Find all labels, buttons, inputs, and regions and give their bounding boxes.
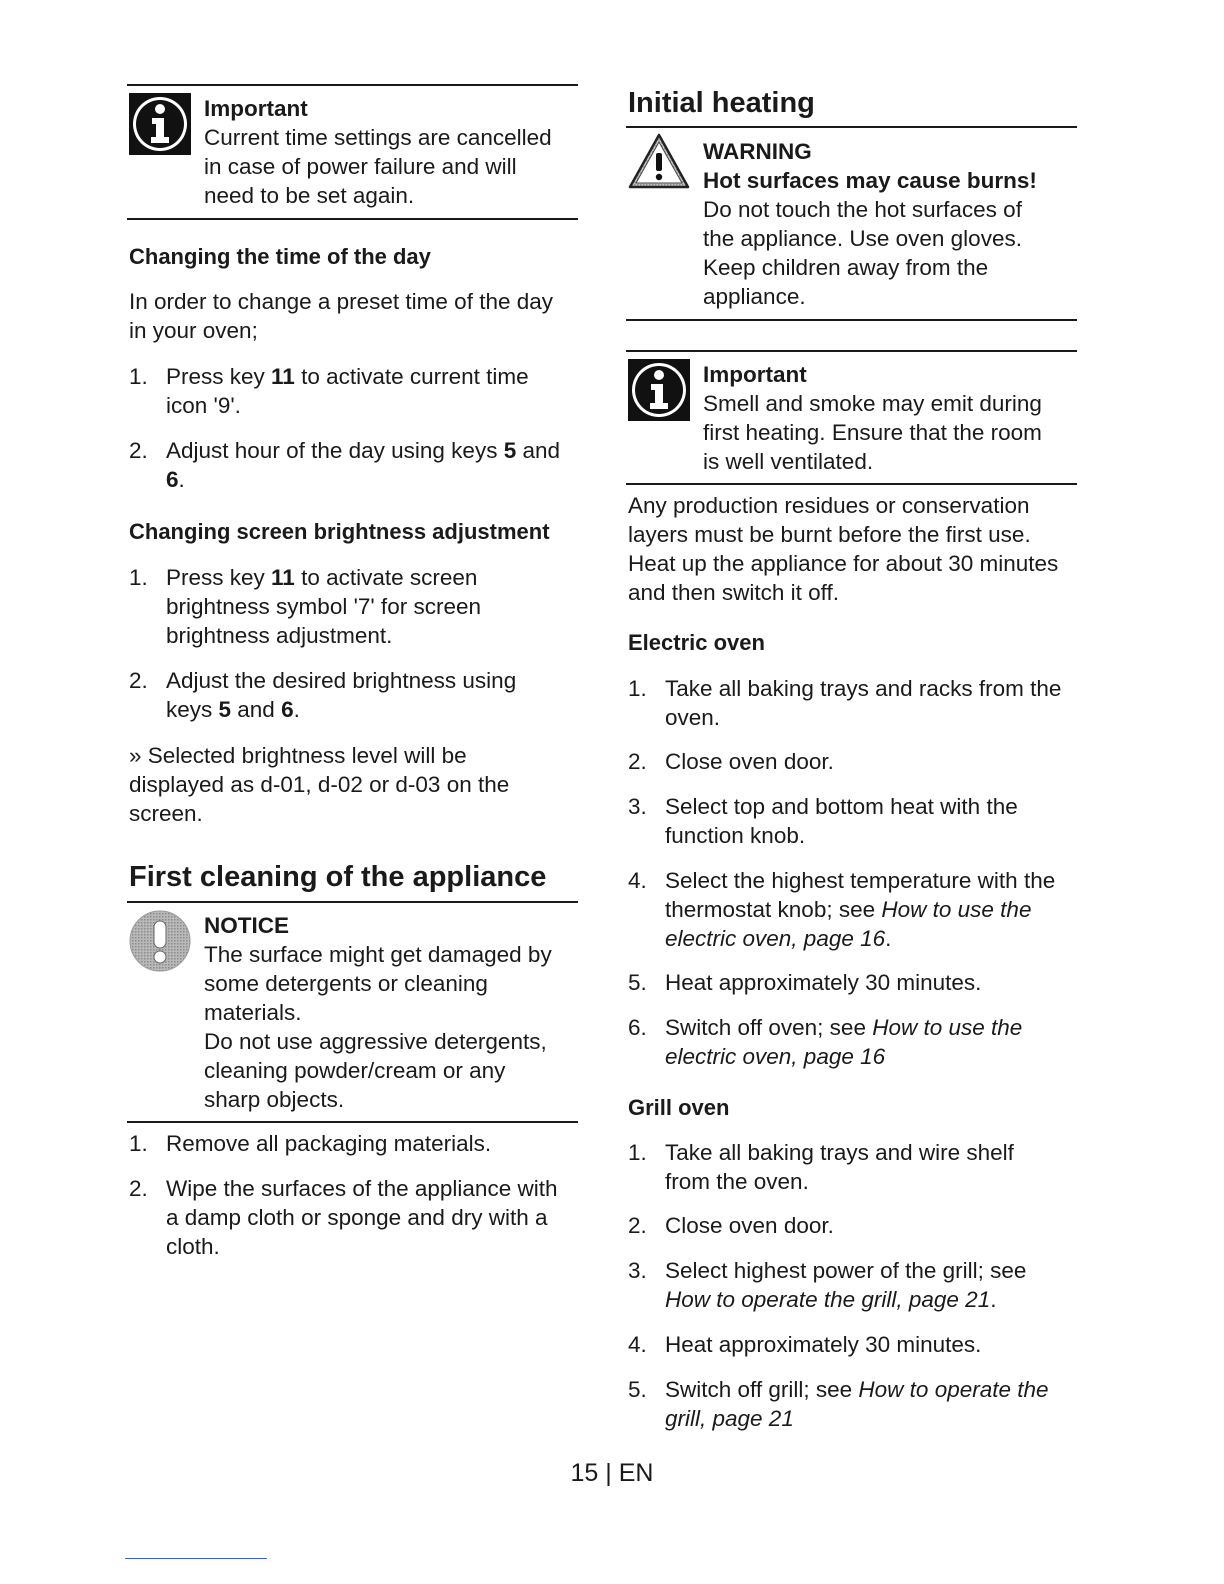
divider — [127, 901, 578, 903]
list-number: 2. — [129, 1176, 148, 1201]
info-icon — [628, 359, 690, 421]
language-code: EN — [618, 1459, 654, 1487]
warning-icon — [628, 133, 690, 189]
list-number: 2. — [129, 668, 148, 693]
list-number: 6. — [628, 1015, 647, 1040]
list-number: 3. — [628, 794, 647, 819]
text-line: Select top and bottom heat with the — [665, 794, 1018, 819]
notice-icon — [129, 910, 191, 972]
notice-text-line: Do not use aggressive detergents, — [204, 1029, 547, 1054]
important-callout — [703, 360, 1093, 476]
key-number: 5 — [218, 697, 232, 722]
text-run: to activate current time — [294, 364, 529, 389]
text-line: Take all baking trays and racks from the — [665, 676, 1062, 701]
text-line: Any production residues or conservation — [628, 493, 1030, 518]
text-run: Adjust hour of the day using keys — [166, 438, 504, 463]
cross-reference: How to operate the grill, page 21 — [665, 1287, 991, 1312]
text-line: from the oven. — [665, 1169, 809, 1194]
footer-separator: | — [605, 1459, 612, 1487]
text-line: Close oven door. — [665, 1213, 834, 1238]
footer-link-line — [125, 1558, 267, 1559]
text-line: function knob. — [665, 823, 806, 848]
text-line: Heat up the appliance for about 30 minutes — [628, 551, 1059, 576]
list-number: 4. — [628, 868, 647, 893]
text-line: icon '9'. — [166, 393, 241, 418]
divider — [127, 218, 578, 220]
divider — [626, 483, 1077, 485]
divider — [127, 1121, 578, 1123]
text-line: displayed as d-01, d-02 or d-03 on the — [129, 772, 510, 797]
notice-text-line: sharp objects. — [204, 1087, 345, 1112]
key-number: 6 — [281, 697, 294, 722]
section-heading: Changing screen brightness adjustment — [129, 519, 550, 544]
text-line: Heat approximately 30 minutes. — [665, 970, 982, 995]
important-text-line: Current time settings are cancelled — [204, 125, 552, 150]
text-line: brightness adjustment. — [166, 623, 393, 648]
page-number: 15 — [570, 1459, 599, 1487]
page-section-title: Initial heating — [628, 87, 815, 119]
key-number: 6 — [166, 467, 179, 492]
text-line: Select the highest temperature with the — [665, 868, 1056, 893]
list-number: 1. — [129, 364, 148, 389]
text-run: . — [178, 467, 185, 492]
warning-title: WARNING — [703, 139, 812, 164]
important-text-line: need to be set again. — [204, 183, 415, 208]
key-number: 11 — [271, 565, 295, 590]
text-line: Select highest power of the grill; see — [665, 1258, 1027, 1283]
text-line: in your oven; — [129, 318, 258, 343]
key-number: 5 — [503, 438, 517, 463]
cross-reference: grill, page 21 — [665, 1406, 794, 1431]
text-line: » Selected brightness level will be — [129, 743, 467, 768]
notice-text-line: cleaning powder/cream or any — [204, 1058, 506, 1083]
warning-callout — [703, 137, 1093, 311]
text-run: . — [990, 1287, 997, 1312]
text-run: keys — [166, 697, 219, 722]
divider — [626, 126, 1077, 128]
text-run: thermostat knob; see — [665, 897, 882, 922]
text-line: and then switch it off. — [628, 580, 839, 605]
page-footer — [0, 1458, 1224, 1488]
section-heading: Grill oven — [628, 1095, 730, 1120]
warning-text-line: the appliance. Use oven gloves. — [703, 226, 1022, 251]
warning-text-line: appliance. — [703, 284, 806, 309]
notice-text-line: The surface might get damaged by — [204, 942, 552, 967]
important-text-line: Smell and smoke may emit during — [703, 391, 1042, 416]
text-line: layers must be burnt before the first use. — [628, 522, 1031, 547]
list-number: 1. — [129, 565, 148, 590]
text-line: a damp cloth or sponge and dry with a — [166, 1205, 548, 1230]
important-text-line: is well ventilated. — [703, 449, 874, 474]
page-section-title: First cleaning of the appliance — [129, 861, 547, 893]
text-line: Heat approximately 30 minutes. — [665, 1332, 982, 1357]
text-run: Press key — [166, 565, 272, 590]
warning-text-line: Keep children away from the — [703, 255, 989, 280]
cross-reference: How to use the — [872, 1015, 1023, 1040]
divider — [127, 84, 578, 86]
divider — [626, 350, 1077, 352]
warning-subtitle: Hot surfaces may cause burns! — [703, 168, 1037, 193]
text-run: and — [231, 697, 282, 722]
list-number: 4. — [628, 1332, 647, 1357]
text-line: Adjust the desired brightness using — [166, 668, 517, 693]
important-text-line: first heating. Ensure that the room — [703, 420, 1042, 445]
text-line: In order to change a preset time of the day — [129, 289, 554, 314]
info-icon — [129, 93, 191, 155]
section-heading: Changing the time of the day — [129, 244, 431, 269]
important-callout — [204, 94, 584, 210]
text-line: Remove all packaging materials. — [166, 1131, 492, 1156]
text-run: to activate screen — [294, 565, 478, 590]
list-number: 1. — [628, 676, 647, 701]
text-line: oven. — [665, 705, 721, 730]
list-number: 3. — [628, 1258, 647, 1283]
cross-reference: electric oven, page 16 — [665, 1044, 886, 1069]
list-number: 1. — [628, 1140, 647, 1165]
text-line: Wipe the surfaces of the appliance with — [166, 1176, 558, 1201]
text-line: Take all baking trays and wire shelf — [665, 1140, 1014, 1165]
time-intro — [129, 287, 589, 345]
list-number: 1. — [129, 1131, 148, 1156]
important-title: Important — [204, 96, 308, 121]
notice-callout — [204, 911, 584, 1114]
text-run: Press key — [166, 364, 272, 389]
text-line: cloth. — [166, 1234, 220, 1259]
cross-reference: How to operate the — [858, 1377, 1049, 1402]
section-heading: Electric oven — [628, 630, 765, 655]
notice-text-line: some detergents or cleaning — [204, 971, 488, 996]
warning-text-line: Do not touch the hot surfaces of — [703, 197, 1022, 222]
notice-text-line: materials. — [204, 1000, 302, 1025]
important-text-line: in case of power failure and will — [204, 154, 517, 179]
text-line: brightness symbol '7' for screen — [166, 594, 481, 619]
residues-paragraph — [628, 491, 1098, 607]
list-number: 5. — [628, 970, 647, 995]
result-note — [129, 741, 589, 828]
cross-reference: electric oven, page 16 — [665, 926, 886, 951]
text-line: screen. — [129, 801, 203, 826]
text-run: Switch off grill; see — [665, 1377, 859, 1402]
key-number: 11 — [271, 364, 295, 389]
list-number: 2. — [628, 1213, 647, 1238]
list-number: 2. — [129, 438, 148, 463]
list-number: 2. — [628, 749, 647, 774]
text-run: and — [516, 438, 561, 463]
list-number: 5. — [628, 1377, 647, 1402]
notice-title: NOTICE — [204, 913, 290, 938]
important-title: Important — [703, 362, 807, 387]
text-run: Switch off oven; see — [665, 1015, 873, 1040]
text-run: . — [885, 926, 892, 951]
text-run: . — [293, 697, 300, 722]
text-line: Close oven door. — [665, 749, 834, 774]
divider — [626, 319, 1077, 321]
cross-reference: How to use the — [881, 897, 1032, 922]
